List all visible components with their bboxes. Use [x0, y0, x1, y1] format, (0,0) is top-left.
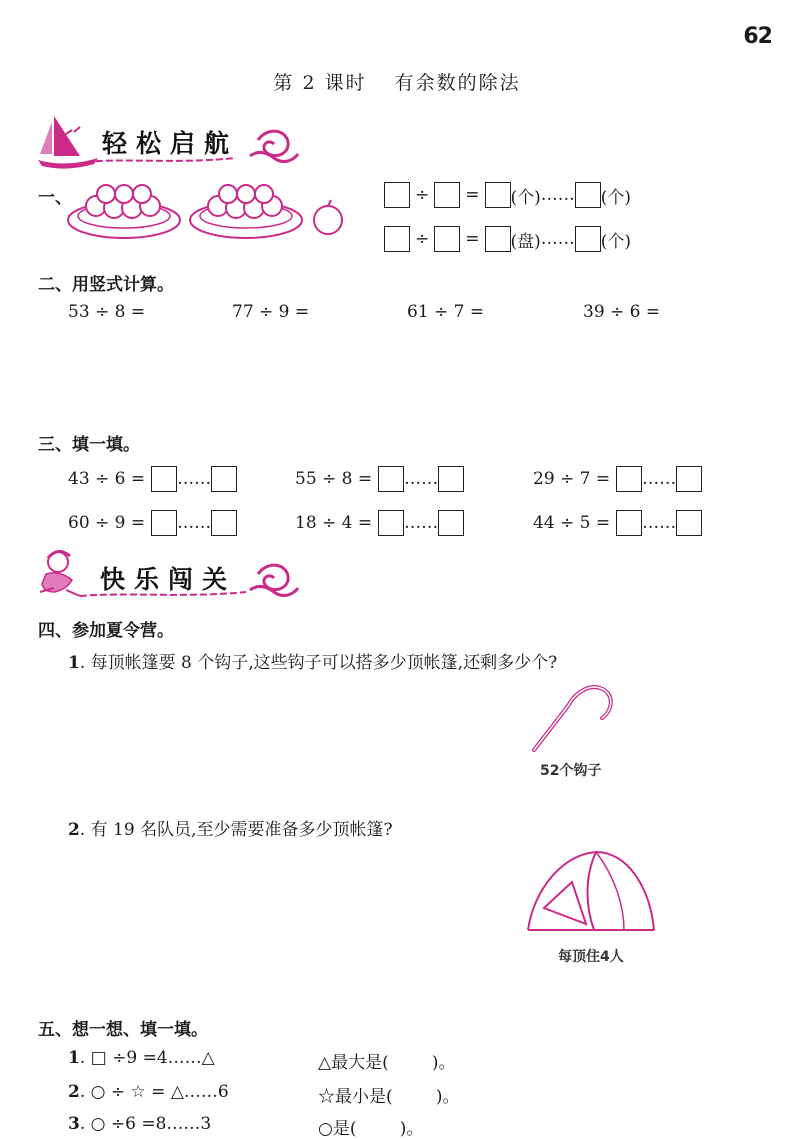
remainder-box[interactable] [211, 466, 237, 492]
answer-box[interactable] [485, 182, 511, 208]
lesson-topic: 有余数的除法 [394, 72, 521, 94]
remainder-box[interactable] [211, 510, 237, 536]
hook-icon [528, 680, 618, 760]
vertical-division-problem: 77 ÷ 9 = [232, 302, 310, 322]
fill-in-problem: 43 ÷ 6 = …… [68, 466, 237, 492]
section2-heading: 二、用竖式计算。 [38, 275, 174, 295]
banner-easy-start [36, 112, 306, 172]
vertical-division-problem: 53 ÷ 8 = [68, 302, 146, 322]
apple-plate-icon [68, 185, 180, 238]
reasoning-item-expression: 1. □ ÷9 =4……△ [68, 1048, 215, 1068]
page-number: 62 [743, 24, 772, 49]
answer-box[interactable] [434, 226, 460, 252]
section1-row1: ÷ = (个) …… (个) [384, 182, 631, 208]
section5-heading: 五、想一想、填一填。 [38, 1020, 208, 1040]
answer-box[interactable] [384, 182, 410, 208]
single-apple-icon [314, 200, 342, 234]
apple-plate-icon [190, 185, 302, 238]
fill-in-problem: 29 ÷ 7 = …… [533, 466, 702, 492]
remainder-box[interactable] [438, 510, 464, 536]
banner-title: 轻松启航 [102, 129, 239, 158]
lesson-number: 第 2 课时 [273, 72, 367, 94]
remainder-box[interactable] [676, 510, 702, 536]
remainder-box[interactable] [676, 466, 702, 492]
apple-plates-illustration [66, 180, 356, 242]
question-1: 1. 每顶帐篷要 8 个钩子,这些钩子可以搭多少顶帐篷,还剩多少个? [68, 653, 558, 673]
section1-label: 一、 [38, 188, 72, 208]
reasoning-item-expression: 2. ○ ÷ ☆ = △……6 [68, 1082, 229, 1102]
quotient-box[interactable] [378, 466, 404, 492]
quotient-box[interactable] [616, 510, 642, 536]
reasoning-item-question: ○是( )。 [318, 1119, 424, 1139]
fill-in-problem: 44 ÷ 5 = …… [533, 510, 702, 536]
quotient-box[interactable] [151, 510, 177, 536]
answer-box[interactable] [575, 182, 601, 208]
section4-heading: 四、参加夏令营。 [38, 621, 174, 641]
fill-in-problem: 18 ÷ 4 = …… [295, 510, 464, 536]
answer-box[interactable] [434, 182, 460, 208]
question-2: 2. 有 19 名队员,至少需要准备多少顶帐篷? [68, 820, 393, 840]
vertical-division-problem: 61 ÷ 7 = [407, 302, 485, 322]
quotient-box[interactable] [378, 510, 404, 536]
reasoning-item-question: △最大是( )。 [318, 1053, 456, 1073]
reasoning-item-question: ☆最小是( )。 [318, 1087, 460, 1107]
tent-icon [524, 848, 658, 938]
quotient-box[interactable] [151, 466, 177, 492]
section1-row2: ÷ = (盘) …… (个) [384, 226, 631, 252]
answer-box[interactable] [575, 226, 601, 252]
section3-heading: 三、填一填。 [38, 435, 140, 455]
banner-title: 快乐闯关 [100, 565, 237, 594]
page-title [0, 68, 794, 95]
answer-box[interactable] [384, 226, 410, 252]
fill-in-problem: 60 ÷ 9 = …… [68, 510, 237, 536]
vertical-division-problem: 39 ÷ 6 = [583, 302, 661, 322]
remainder-box[interactable] [438, 466, 464, 492]
reasoning-item-expression: 3. ○ ÷6 =8……3 [68, 1114, 212, 1134]
answer-box[interactable] [485, 226, 511, 252]
tent-caption: 每顶住4人 [558, 949, 624, 965]
hook-caption: 52个钩子 [540, 763, 602, 779]
quotient-box[interactable] [616, 466, 642, 492]
fill-in-problem: 55 ÷ 8 = …… [295, 466, 464, 492]
